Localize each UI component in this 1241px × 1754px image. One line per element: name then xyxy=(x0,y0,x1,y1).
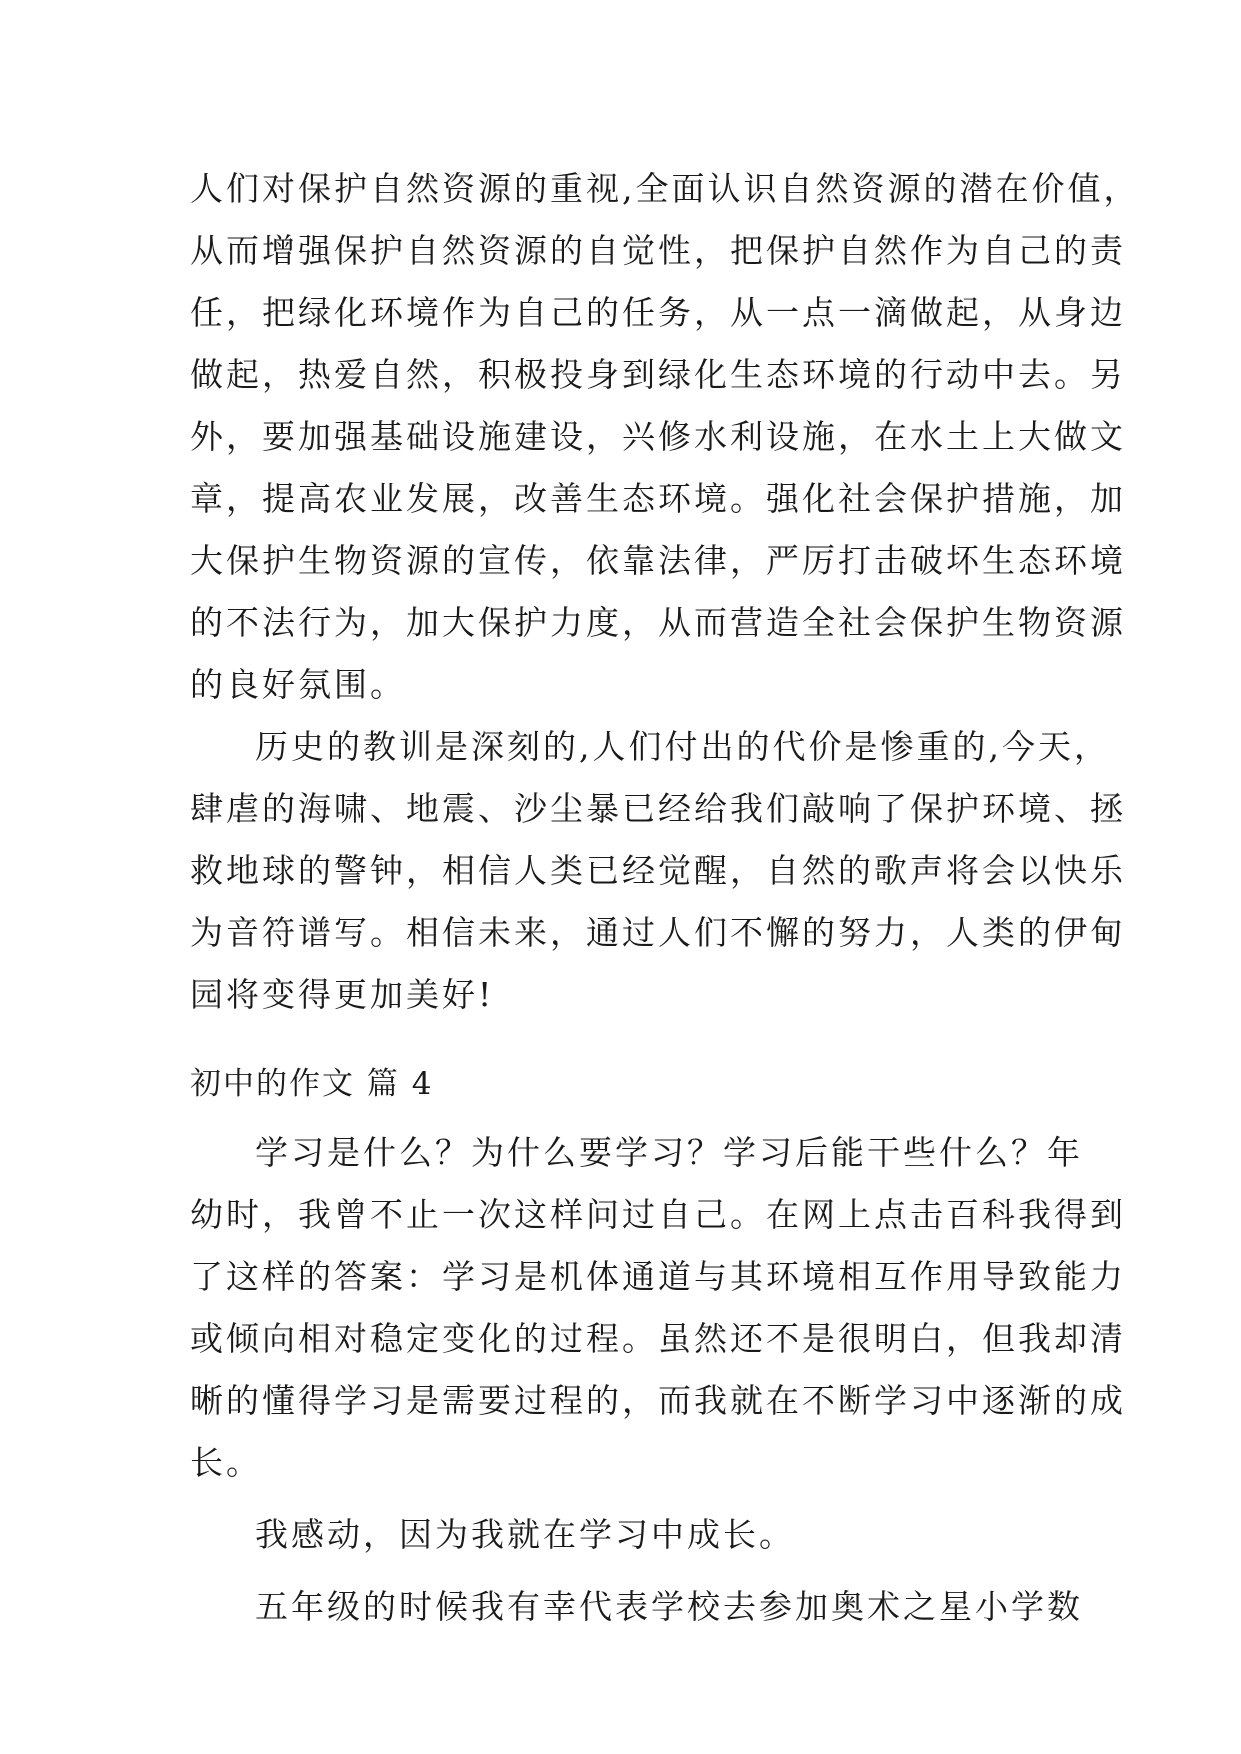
essay-title: 初中的作文 篇 4 xyxy=(190,1066,434,1102)
text-line: 晰的懂得学习是需要过程的，而我就在不断学习中逐渐的成 xyxy=(190,1381,1126,1420)
text-line: 学习是什么？为什么要学习？学习后能干些什么？年 xyxy=(255,1133,1083,1172)
text-line: 肆虐的海啸、地震、沙尘暴已经给我们敲响了保护环境、拯 xyxy=(190,789,1126,828)
text-line: 救地球的警钟，相信人类已经觉醒，自然的歌声将会以快乐 xyxy=(190,851,1126,890)
text-line: 任，把绿化环境作为自己的任务，从一点一滴做起，从身边 xyxy=(190,293,1126,332)
text-line: 了这样的答案：学习是机体通道与其环境相互作用导致能力 xyxy=(190,1257,1126,1296)
text-line: 大保护生物资源的宣传，依靠法律，严厉打击破坏生态环境 xyxy=(190,541,1126,580)
text-line: 或倾向相对稳定变化的过程。虽然还不是很明白，但我却清 xyxy=(190,1319,1126,1358)
text-line: 外，要加强基础设施建设，兴修水利设施，在水土上大做文 xyxy=(190,417,1126,456)
text-line: 幼时，我曾不止一次这样问过自己。在网上点击百科我得到 xyxy=(190,1195,1126,1234)
text-line: 的良好氛围。 xyxy=(190,665,406,704)
text-line: 五年级的时候我有幸代表学校去参加奥术之星小学数 xyxy=(255,1587,1083,1626)
text-line: 为音符谱写。相信未来，通过人们不懈的努力，人类的伊甸 xyxy=(190,913,1126,952)
text-line: 从而增强保护自然资源的自觉性，把保护自然作为自己的责 xyxy=(190,231,1126,270)
text-line: 历史的教训是深刻的,人们付出的代价是惨重的,今天， xyxy=(255,727,1110,766)
text-line: 人们对保护自然资源的重视,全面认识自然资源的潜在价值， xyxy=(190,169,1140,208)
text-line: 章，提高农业发展，改善生态环境。强化社会保护措施，加 xyxy=(190,479,1126,518)
text-line: 我感动，因为我就在学习中成长。 xyxy=(255,1515,795,1554)
text-line: 做起，热爱自然，积极投身到绿化生态环境的行动中去。另 xyxy=(190,355,1126,394)
text-line: 园将变得更加美好! xyxy=(190,975,495,1014)
text-line: 长。 xyxy=(190,1443,262,1482)
text-line: 的不法行为，加大保护力度，从而营造全社会保护生物资源 xyxy=(190,603,1126,642)
